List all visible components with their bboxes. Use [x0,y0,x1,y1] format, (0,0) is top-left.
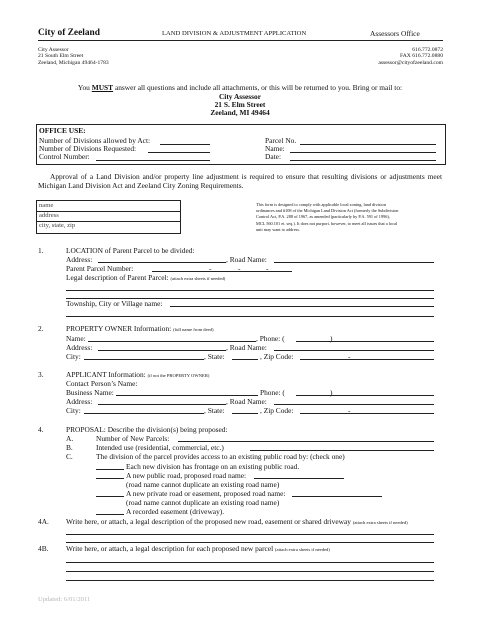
s2-address-field[interactable] [98,350,226,351]
s4-a-text: Number of New Parcels: [96,434,170,443]
s4-private-road-name-field[interactable] [292,496,382,497]
address-box-name[interactable]: name [39,202,54,209]
header-divider [38,40,443,41]
s2-title: PROPERTY OWNER Information: (full name from deed) [66,324,214,333]
s4-c-text: The division of the parcel provides access to an existing public road by: (check one) [96,452,345,461]
s2-road-field[interactable] [274,350,434,351]
s2-road-label: , Road Name: [226,343,267,352]
s3-address-field[interactable] [98,404,226,405]
compliance-note: This form is designed to comply with applicable local zoning, land division ordinances and #108 of the Michigan Land Division Act (formerly the Subdivision Control Act, P.A. 288 of 1967, as amended (particularly by P.A. 591 of 1996), MCL 560.101 et. seq.). It does not purport, however, to meet all issues that a local unit may want to address. [256,202,399,232]
office-date-field[interactable] [290,160,436,161]
s3-city-label: City: [66,406,81,415]
s2-city-label: City: [66,352,81,361]
s4b-text: Write here, or attach, a legal description for each proposed new parcel (attach extra sheets if needed) [66,544,330,553]
s4-option-3-checkline[interactable] [96,496,124,497]
s4-option-2: A new public road, proposed road name: [126,471,247,480]
s1-legal-line-1[interactable] [66,290,434,291]
s2-city-field[interactable] [84,359,204,360]
office-name-field[interactable] [290,152,436,153]
office-name-label: Name: [265,144,285,153]
s3-zip-label: , Zip Code: [260,406,294,415]
s1-address-label: Address: [66,255,93,264]
s1-road-label: , Road Name: [226,255,267,264]
city-title: City of Zeeland [38,28,100,38]
s4a-number: 4A. [38,517,49,526]
s4-a-label: A. [66,434,74,443]
s2-phone-label: , Phone: ( [256,334,285,343]
s4-option-3: A new private road or easement, proposed road name: [126,489,286,498]
s3-state-label: , State: [204,406,225,415]
mail-to-city: Zeeland, MI 49464 [210,108,270,117]
divisions-allowed-label: Number of Divisions allowed by Act: [39,136,151,145]
s3-business-field[interactable] [116,395,258,396]
s1-township-label: Township, City or Village name: [66,299,163,308]
s4-option-2-checkline[interactable] [96,478,124,479]
divisions-allowed-field[interactable] [160,144,210,145]
s1-parcel-label: Parent Parcel Number: [66,264,134,273]
s4-intended-use-field[interactable] [250,450,434,451]
s4-option-4-checkline[interactable] [96,514,124,515]
s3-business-label: Business Name: [66,388,114,397]
s3-zip-dash: - [348,406,351,415]
control-number-field[interactable] [96,160,210,161]
s4a-line-2[interactable] [66,542,434,543]
s4-b-label: B. [66,443,73,452]
s4b-line-1[interactable] [66,562,434,563]
control-number-label: Control Number: [39,152,90,161]
s4-number: 4. [38,425,44,434]
office-name: Assessors Office [370,29,420,38]
form-title: LAND DIVISION & ADJUSTMENT APPLICATION [162,30,307,37]
s3-title: APPLICANT Information: (if not the PROPERTY OWNER) [66,370,210,379]
s4-option-4: A recorded easement (driveway). [126,507,225,516]
s3-phone-label: Phone: ( [260,388,285,397]
s2-name-label: Name: [66,334,86,343]
mail-to-name: City Assessor [218,92,262,101]
s1-legal-label: Legal description of Parent Parcel: (attach extra sheets if needed) [66,273,226,282]
s4-c-label: C. [66,452,73,461]
s1-extra-line[interactable] [66,316,434,317]
s3-road-field[interactable] [274,404,434,405]
s1-title: LOCATION of Parent Parcel to be divided: [66,246,195,255]
s4-option-1: Each new division has frontage on an existing public road. [126,462,300,471]
s2-state-label: , State: [204,352,225,361]
office-use-title: OFFICE USE: [39,126,86,135]
s2-phone-field[interactable] [296,341,434,342]
s2-state-field[interactable] [232,359,258,360]
divisions-requested-label: Number of Divisions Requested: [39,144,137,153]
s2-zip-dash: - [348,352,351,361]
mail-to-street: 21 S. Elm Street [214,100,266,109]
s2-number: 2. [38,324,44,333]
address-box-city-state-zip[interactable]: city, state, zip [39,222,76,229]
s2-phone-paren: ) [330,334,333,343]
s3-phone-paren: ) [330,388,333,397]
s1-parcel-sep-3: - [266,264,269,273]
s4-new-parcels-field[interactable] [178,441,434,442]
s2-name-field[interactable] [88,341,256,342]
s2-zip-field[interactable] [300,359,434,360]
instruction-text: You MUST answer all questions and include all attachments, or this will be returned to you. Bring or mail to: [77,83,403,92]
s4b-line-2[interactable] [66,571,434,572]
s2-address-label: Address: [66,343,93,352]
divisions-requested-field[interactable] [148,152,210,153]
contact-phone: 616.772.0872 FAX 616.772.0880 assessor@cityofzeeland.com [378,47,443,66]
s4-b-text: Intended use (residential, commercial, etc.) [96,443,224,452]
office-date-label: Date: [265,152,282,161]
s3-zip-field[interactable] [300,413,434,414]
s4b-line-3[interactable] [66,580,434,581]
s4a-text: Write here, or attach, a legal description of the proposed new road, easement or shared driveway (attach extra sheets if needed) [66,517,408,526]
s4-option-2-note: (road name cannot duplicate an existing road name) [126,480,280,489]
s1-parcel-sep-1: - [209,264,212,273]
approval-text: Approval of a Land Division and/or property line adjustment is required to ensure that resulting divisions or adjustments meet Michigan Land Division Act and Zeeland City Zoning Requirements. [38,172,442,190]
s3-contact-label: Contact Person’s Name: [66,379,138,388]
s3-phone-field[interactable] [296,395,434,396]
address-box-address[interactable]: address [39,212,59,219]
s4-title: PROPOSAL: Describe the division(s) being proposed: [66,425,228,434]
s1-township-field[interactable] [170,306,434,307]
s3-city-field[interactable] [84,413,204,414]
must-emphasis: MUST [91,83,114,92]
s4a-line-1[interactable] [66,534,434,535]
s3-number: 3. [38,370,44,379]
s4-option-1-checkline[interactable] [96,469,124,470]
s1-parcel-field[interactable] [152,271,292,272]
s1-road-field[interactable] [274,262,434,263]
s1-number: 1. [38,246,44,255]
s3-address-label: Address: [66,397,93,406]
s3-road-label: , Road Name: [226,397,267,406]
s4-option-3-note: (road name cannot duplicate an existing road name) [126,498,280,507]
s4b-number: 4B. [38,544,49,553]
updated-date: Updated: 6/01/2011 [38,596,91,603]
s3-state-field[interactable] [232,413,258,414]
parcel-no-label: Parcel No. [265,136,297,145]
s2-zip-label: , Zip Code: [260,352,294,361]
s1-address-field[interactable] [98,262,226,263]
s1-parcel-sep-2: - [238,264,241,273]
contact-address: City Assessor 21 South Elm Street Zeeland, Michigan 49464-1783 [38,47,109,66]
s4-public-road-name-field[interactable] [254,478,344,479]
parcel-no-field[interactable] [300,144,436,145]
